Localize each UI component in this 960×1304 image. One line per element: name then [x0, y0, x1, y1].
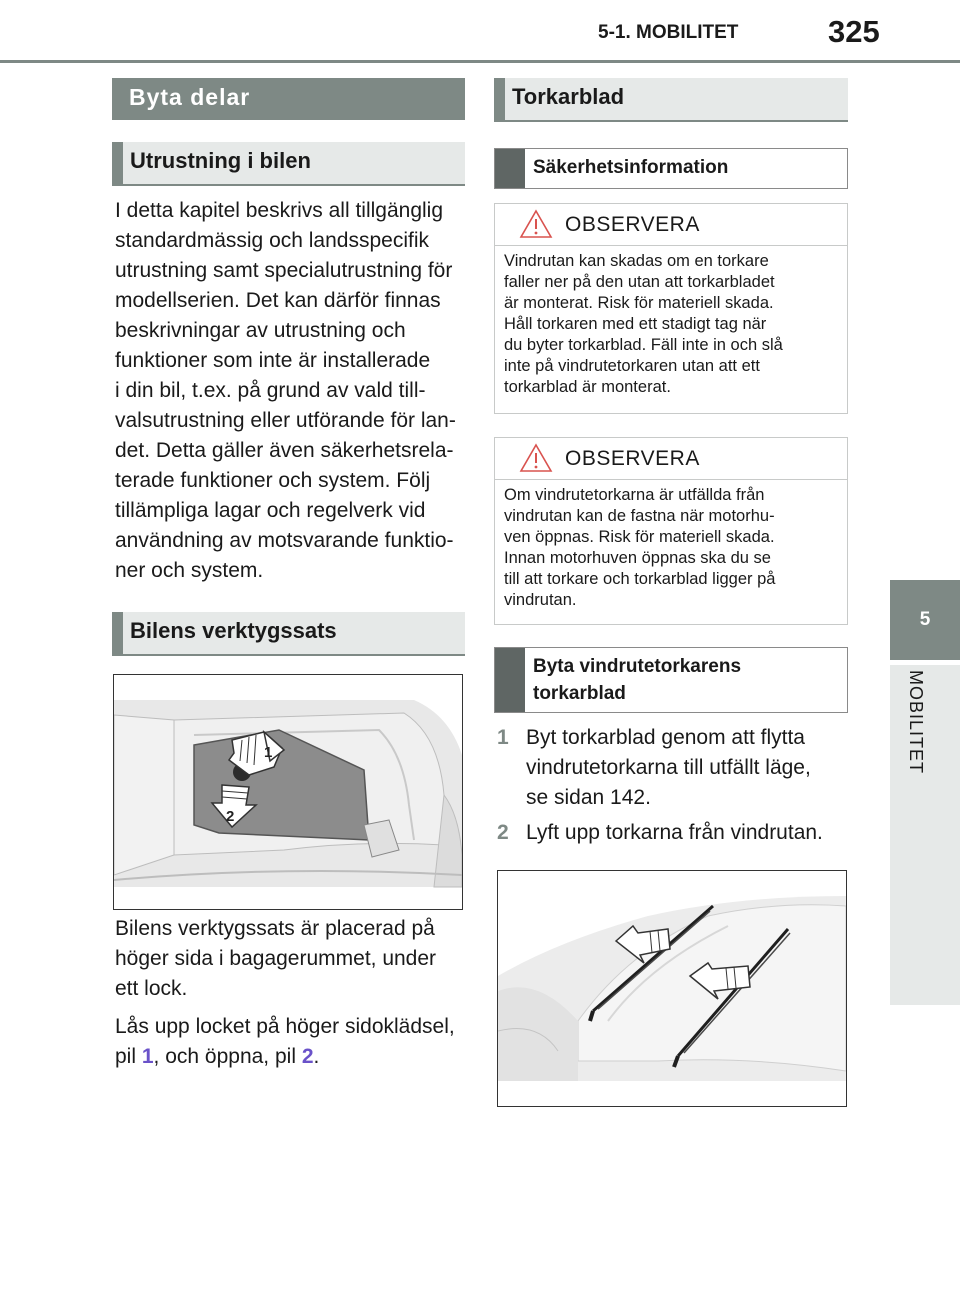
- text-fragment: .: [313, 1045, 320, 1068]
- text-line: till att torkare och torkarblad ligger på: [504, 570, 776, 588]
- safety-info-title: Säkerhetsinformation: [533, 157, 729, 178]
- step-1: [497, 723, 877, 816]
- chapter-label: MOBILITET: [906, 670, 926, 775]
- warning-title: OBSERVERA: [565, 447, 700, 470]
- text-line: användning av motsvarande funktio-: [115, 529, 454, 552]
- unlock-instruction: [115, 1012, 475, 1072]
- warning-text: [504, 251, 838, 398]
- text-line: vindrutan.: [504, 591, 577, 609]
- safety-info-heading: [494, 148, 848, 189]
- warning-triangle-icon: [519, 208, 553, 240]
- text-line: standardmässig och landsspecifik: [115, 229, 429, 252]
- text-line: modellserien. Det kan därför finnas: [115, 289, 441, 312]
- trunk-illustration: [114, 675, 462, 909]
- text-line: Vindrutan kan skadas om en torkare: [504, 252, 769, 270]
- header-rule: [0, 60, 960, 63]
- text-line: utrustning samt specialutrustning för: [115, 259, 453, 282]
- text-line: höger sida i bagagerummet, under: [115, 947, 437, 970]
- heading-bar: [495, 149, 525, 188]
- arrow-2-label: 2: [226, 808, 235, 825]
- text-line: Byt torkarblad genom att flytta: [526, 726, 805, 749]
- steps-list: [497, 723, 877, 848]
- text-line: torkarblad är monterat.: [504, 378, 671, 396]
- main-heading-byta-delar: Byta delar: [112, 78, 465, 120]
- arrow-ref-2: 2: [301, 1045, 314, 1068]
- text-line: i din bil, t.ex. på grund av vald till-: [115, 379, 426, 402]
- step-number: 2: [497, 821, 509, 844]
- chapter-number: 5: [919, 609, 931, 630]
- arrow-1-label: 1: [264, 744, 273, 761]
- subheading-utrustning: Utrustning i bilen: [112, 142, 465, 186]
- text-line: torkarblad: [533, 683, 626, 704]
- text-line: det. Detta gäller även säkerhetsrela-: [115, 439, 454, 462]
- text-line: faller ner på den utan att torkarbladet: [504, 273, 775, 291]
- warning-text: [504, 485, 838, 611]
- text-line: se sidan 142.: [526, 786, 651, 809]
- text-line: Innan motorhuven öppnas ska du se: [504, 549, 771, 567]
- text-line: är monterat. Risk för materiell skada.: [504, 294, 774, 312]
- warning-triangle-icon: [519, 442, 553, 474]
- text-line: terade funktioner och system. Följ: [115, 469, 431, 492]
- section-title: 5-1. MOBILITET: [598, 22, 739, 43]
- warning-title: OBSERVERA: [565, 213, 700, 236]
- text-line: tillämpliga lagar och regelverk vid: [115, 499, 426, 522]
- text-line: du byter torkarblad. Fäll inte in och slå: [504, 336, 783, 354]
- warning-box-2: [494, 437, 848, 625]
- text-line: Håll torkaren med ett stadigt tag när: [504, 315, 767, 333]
- text-line: Bilens verktygssats är placerad på: [115, 917, 435, 940]
- text-fragment: pil: [115, 1045, 142, 1068]
- text-line: inte på vindrutetorkaren utan att ett: [504, 357, 760, 375]
- text-line: vindrutan kan de fastna när motorhu-: [504, 507, 775, 525]
- text-fragment: , och öppna, pil: [153, 1045, 302, 1068]
- text-line: Lås upp locket på höger sidoklädsel,: [115, 1015, 455, 1038]
- text-line: vindrutetorkarna till utfällt läge,: [526, 756, 811, 779]
- text-line: Byta vindrutetorkarens: [533, 656, 742, 677]
- wiper-figure: [497, 870, 847, 1107]
- main-heading-torkarblad: Torkarblad: [494, 78, 848, 122]
- arrow-ref-1: 1: [141, 1045, 154, 1068]
- step-number: 1: [497, 726, 509, 749]
- text-line: ett lock.: [115, 977, 188, 1000]
- warning-box-1: [494, 203, 848, 414]
- text-line: funktioner som inte är installerade: [115, 349, 431, 372]
- toolkit-paragraph: [115, 914, 475, 1004]
- text-line: ner och system.: [115, 559, 264, 582]
- replace-wiper-title: [533, 653, 741, 707]
- replace-wiper-heading: [494, 647, 848, 713]
- warning-header: [495, 204, 847, 246]
- warning-header: [495, 438, 847, 480]
- text-line: I detta kapitel beskrivs all tillgänglig: [115, 199, 444, 222]
- intro-paragraph: [115, 196, 475, 586]
- subheading-verktygssats: Bilens verktygssats: [112, 612, 465, 656]
- text-line: Om vindrutetorkarna är utfällda från: [504, 486, 765, 504]
- chapter-tab-label[interactable]: [890, 665, 960, 1005]
- text-line: Lyft upp torkarna från vindrutan.: [526, 821, 823, 844]
- page-number: 325: [828, 14, 880, 49]
- text-line: ven öppnas. Risk för materiell skada.: [504, 528, 775, 546]
- text-line: beskrivningar av utrustning och: [115, 319, 406, 342]
- text-line: valsutrustning eller utförande för lan-: [115, 409, 456, 432]
- windshield-illustration: [498, 871, 846, 1106]
- step-2: [497, 818, 877, 848]
- chapter-tab-number[interactable]: [890, 580, 960, 660]
- text-line: [115, 1042, 475, 1072]
- heading-bar: [495, 648, 525, 712]
- trunk-toolkit-figure: [113, 674, 463, 910]
